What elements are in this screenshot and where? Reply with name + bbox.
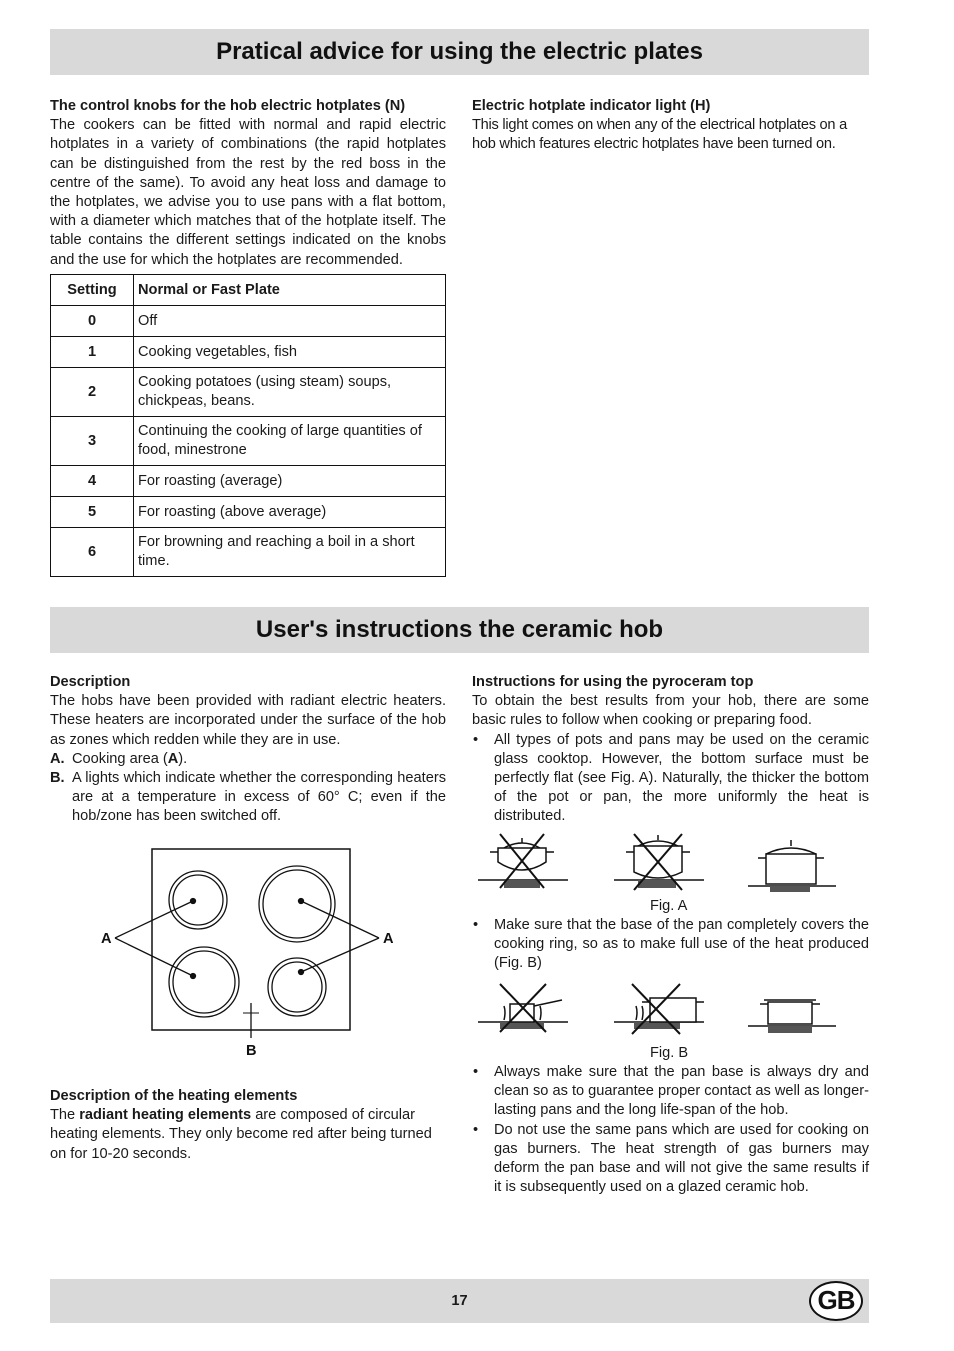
table-header-use: Normal or Fast Plate (134, 275, 446, 306)
description-heading: Description (50, 674, 131, 690)
table-row (51, 337, 446, 368)
fig-a-caption: Fig. A (650, 898, 688, 914)
setting-cell: 3 (51, 417, 134, 466)
item-bold: A (167, 750, 179, 767)
list-item: • All types of pots and pans may be used on the ceramic glass cooktop. However, the bottom surface must be perfectly flat (see Fig. A). Naturally, the thicker the bottom of the pot or pan, the more uniformly the heat is distributed. (472, 731, 869, 827)
pan-wrong-1 (478, 834, 568, 888)
section-title: Pratical advice for using the electric plates (216, 38, 703, 66)
knobs-heading: The control knobs for the hob electric hotplates (N) (50, 98, 406, 114)
pyroceram-text-block (472, 673, 869, 827)
fig-a-illustration (476, 832, 841, 894)
knobs-text-block (50, 97, 446, 270)
table-header-setting: Setting (51, 275, 134, 306)
label-b: B (246, 1043, 257, 1059)
indicator-body: This light comes on when any of the electrical hotplates on a hob which features electric hotplates have been turned on. (472, 117, 847, 153)
item-text: A lights which indicate whether the corresponding heaters are at a temperature in excess of 60° C; even if the hob/zone has been switched off. (72, 770, 446, 825)
pyroceram-bullets-3-block (472, 1063, 869, 1197)
section-title: User's instructions the ceramic hob (255, 616, 664, 644)
item-letter: A. (50, 750, 65, 767)
section-banner-electric-plates (50, 29, 869, 75)
description-list (50, 750, 446, 827)
label-a-right: A (383, 931, 394, 947)
setting-cell: 5 (51, 497, 134, 528)
use-cell: Continuing the cooking of large quantities of food, minestrone (134, 417, 446, 466)
use-cell: For roasting (above average) (134, 497, 446, 528)
list-item: • Always make sure that the pan base is always dry and clean so as to guarantee proper contact as well as longer-lasting pans and the long life-span of the hob. (472, 1063, 869, 1121)
indicator-text-block (472, 97, 869, 155)
use-cell: For browning and reaching a boil in a short time. (134, 528, 446, 577)
list-item (50, 769, 446, 827)
heating-body (50, 1106, 446, 1164)
label-a-left: A (101, 931, 112, 947)
setting-cell: 1 (51, 337, 134, 368)
pan-too-small (478, 984, 568, 1032)
pyroceram-intro: To obtain the best results from your hob, there are some basic rules to follow when cooking or preparing food. (472, 693, 869, 729)
heating-heading: Description of the heating elements (50, 1088, 298, 1104)
hob-diagram (95, 845, 405, 1060)
page-footer (50, 1279, 869, 1323)
table-row (51, 368, 446, 417)
table-row (51, 528, 446, 577)
pyroceram-bullets-2 (472, 916, 869, 974)
list-item: • Do not use the same pans which are used for cooking on gas burners. The heat strength of gas burners may deform the pan base and will not give the same results if it is subsequently used on a glazed ceramic hob. (472, 1121, 869, 1198)
use-cell: Off (134, 306, 446, 337)
table-row (51, 417, 446, 466)
language-badge: GB (809, 1281, 863, 1321)
settings-table (50, 274, 446, 577)
use-cell: For roasting (average) (134, 466, 446, 497)
table-row (51, 306, 446, 337)
description-body: The hobs have been provided with radiant electric heaters. These heaters are incorporated under the surface of the hob as zones which redden while they are in use. (50, 693, 446, 748)
item-letter: B. (50, 770, 65, 787)
pyroceram-bullets-1 (472, 731, 869, 827)
setting-cell: 4 (51, 466, 134, 497)
setting-cell: 2 (51, 368, 134, 417)
use-cell: Cooking potatoes (using steam) soups, chickpeas, beans. (134, 368, 446, 417)
heating-text-block (50, 1087, 446, 1164)
list-item: • Make sure that the base of the pan completely covers the cooking ring, so as to make full use of the heat produced (Fig. B) (472, 916, 869, 974)
description-text-block (50, 673, 446, 827)
fig-b-illustration (476, 980, 841, 1038)
fig-b-caption: Fig. B (650, 1045, 689, 1061)
pan-too-large (614, 984, 704, 1034)
knobs-body: The cookers can be fitted with normal and rapid electric hotplates in a variety of combinations (the rapid hotplates can be distinguished from the rest by the red boss in the centre of the same). To avoid any heat loss and damage to the hotplates, we advise you to use pans with a flat bottom, with a diameter which matches that of the hotplate itself. The table contains the different settings indicated on the knobs and the use for which the hotplates are recommended. (50, 117, 446, 268)
heating-bold: radiant heating elements (79, 1107, 252, 1124)
item-text: Cooking area ( (72, 750, 168, 767)
page-number: 17 (451, 1293, 468, 1309)
table-row (51, 497, 446, 528)
setting-cell: 6 (51, 528, 134, 577)
use-cell: Cooking vegetables, fish (134, 337, 446, 368)
list-item (50, 750, 446, 769)
pan-wrong-2 (614, 834, 704, 890)
section-banner-ceramic-hob (50, 607, 869, 653)
indicator-heading: Electric hotplate indicator light (H) (472, 98, 711, 114)
pyroceram-bullets-2-block (472, 916, 869, 974)
pyroceram-bullets-3 (472, 1063, 869, 1197)
pyroceram-heading: Instructions for using the pyroceram top (472, 674, 754, 690)
table-row (51, 466, 446, 497)
setting-cell: 0 (51, 306, 134, 337)
table-header-row (51, 275, 446, 306)
item-text-end: ). (178, 750, 188, 767)
pan-right-size (748, 1000, 836, 1033)
heating-text-end: are composed of circular heating elements. They only become red after being turned on for 10-20 seconds. (50, 1107, 432, 1162)
pan-correct (748, 840, 836, 892)
heating-text-start: The (50, 1107, 80, 1124)
